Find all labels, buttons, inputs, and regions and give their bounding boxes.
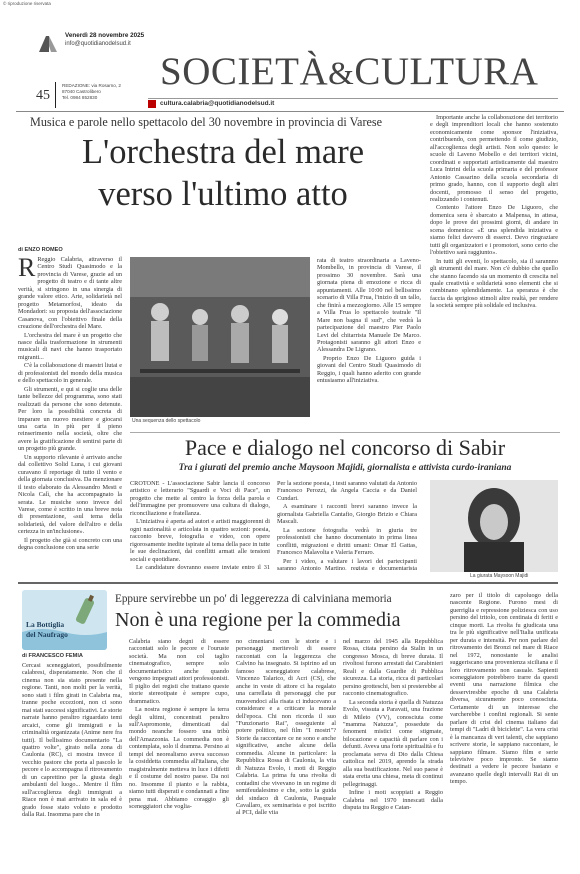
section-title-right: CULTURA [354,50,539,93]
paragraph: Contento l'attore Enzo De Liguoro, che domenica sera è sbarcato a Malpensa, in attesa, dopo le prove dei prossimi giorni, di andare in scena domenica: «È una splendida iniziativa e siamo felici davvero di esserci. Devo ringraziare tutti gli organizzatori e i promotori, sono certo che l'obiettivo sarà raggiunto». [430,204,558,257]
article3-kicker: Eppure servirebbe un po' di leggerezza di calviniana memoria [115,593,392,605]
paragraph: Importante anche la collaborazione dei territorio e degli imprenditori locali che hanno sostenuto economicamente come sponsor l'iniziativa, contribuendo, con permettendo il come giudizio, all'accoglienza degli artisti. Non solo questo: le scuole di Laveno Mobello e dei territori vicini, coordinati e supportati artisticamente dal maestro Luca Intrini della scuola primaria e del professor Antonio Cassarino della scuola secondaria di primo grado, hanno, con il supporto degli altri docenti, promosso il senso del progetto, realizzando i contenuti. [430,114,558,203]
paragraph: L'orchestra del mare è un progetto che nasce dalla trasformazione in strumenti musicali di navi che hanno trasportato migranti... [18,331,122,361]
paragraph: Proprio Enzo De Liguoro guida i giovani del Centro Studi Quasimodo di Reggio, i quali hanno aderito con grande entusiasmo all'iniziativa. [317,354,421,385]
paragraph: Cercasi sceneggiatori, possibilmente calabresi, disperatamente. Non che il cinema non sia stato presente nella regione. Tanti, non molti per la verità, sono stati i film girati in Calabria ma, tranne poche eccezioni, non ci sono mai stati successi significativi. Le storie narrate hanno peraltro riguardato temi arcaici, come gli immigrati e la criminalità organizzata (Anime nere fra tutti). Il bellissimo documentario "La quattro volte", girato nella zona di Caulonia (RC), ci mostra invece il vecchio pastore che porta al pascolo le pecore e lo accompagna il ritrovamento di un caprettino per la giusta degli ambulanti del luogo... Mentre il film sull'accoglienza degli immigrati a Riace non è mai arrivato in sala ed è grado fosse stato voluto e prodotto dalla Rai. Insomma pare che in [22,662,122,819]
stage-photo-icon [130,257,310,417]
paragraph: zaro per il titolo di capoluogo della nascente Regione. Furono mesi di guerriglia e repressione poliziesca con uso persino del tritolo, con centinaia di feriti e cinque morti. La rivolta fu giudicata una tra le più significative nell'Italia unificata per durata e intensità. Per non parlare del ritrovamento dei Bronzi nel mare di Riace nel 1972, nonostante le analisi suggeriscano una provenienza siciliana e il loro ritrovamento non casuale. Sapienti sceneggiatore potrebbero trarre da questi eventi una narrazione filmica che desserviresbbe epoche di una Calabria diversa, sicuramente poco conosciuta. Certamente di un interesse che varcherebbe i confini regionali. Si sente parlare di crisi del cinema italiano dai tempi di "Ladri di biciclette". La vera crisi è la mancanza di veri talenti, che sappiano scrivere storie, le sappiano raccontare, le sappiano filmare. Siamo film e serie televisive poco impronte. Se siamo destinati a vedere le pecore bastano e avanzano quelle degli intervalli Rai di un tempo. [450,592,558,786]
logo-text-line2: del Naufrago [26,630,68,639]
bottle-logo [22,590,107,650]
section-ampersand: & [328,56,355,92]
paragraph: rata di teatro straordinaria a Laveno-Mombello, in provincia di Varese, il prossimo 30 novembre. Sarà una giornata piena di emozione e ricca di appuntamenti. Alle 10:00 nel bellissimo scenario di Villa Frua, l'inizio di un tallo, che finirà a mezzogiorno. Alle 15 sempre a Villa Frua lo spettacolo teatrale "Il Mare non bagna il sud", che vedrà la partecipazione del maestro Pier Paolo Levi del chitarrista Manuele De Marco. Protagonisti saranno gli attori Enzo e Alessandra De Ligrano. [317,257,421,354]
article2-photo-caption: La giurata Maysoon Majidi [470,573,529,579]
logo-mark-icon [37,34,59,54]
article1-title-line2: verso l'ultimo atto [98,175,348,213]
article1-column-2 [317,257,421,432]
paragraph: La sezione fotografia vedrà in giuria tre professionisti che hanno documentato in prima linea conflitti, migrazioni e diritti umani: Omar El Gattas, Francesco Malavolta e Valeria Ferraro. [277,526,417,557]
paragraph: La nostra regione è sempre la terra degli ultimi, concentrati peraltro sull'Aspromonte, dimenticati dal mondo neanche fossero una tribù dell'Amazzonia. La commedia non è contemplata, solo il dramma. Persino ai tempi del neorealismo aveva successo la cosiddetta commedia all'italiana, che magistralmente metteva in luce i difetti e il costume del nostro paese. Da noi no. Insomme il pianto e la rabbia, siamo tutti disperati e condannati a fine pena mai. Abbiamo coraggio gli sceneggiatori che voglia- [129,706,229,810]
article1-kicker: Musica e parole nello spettacolo del 30 novembre in provincia di Varese [30,115,383,129]
article1-byline: di ENZO ROMEO [18,247,63,253]
paragraph: Un supporto rilevante è arrivato anche dal collettivo Solid Luna, i cui giovani curavano il reportage di tutto il vento e della giornata conclusiva. Da menzionare il testo elaborato da Alessandro Mesti e Nicola Calì, che ha accompagnato la serata. Le musiche sono invece del Varese, come è scritto in una breve nota di presentazione, «sul tema della solidarietà, del valore dell'altro e della certezza in un'inclusione». [18,453,122,536]
paragraph: In tutti gli eventi, lo spettacolo, sia il sarannno gli strumenti del mare. Non c'è dubbio che quello che stanno facendo sia un momento di crescita nel quale creatività e solidarietà sono elementi che si combinano splendidamente. La speranza è che faccia da sprigioso stimoli altre realtà, per rendere la società sempre più solidale ed inclusiva. [430,257,558,310]
paragraph: Calabria siano degni di essere raccontati solo le pecore e l'ouruste società. Ma non col taglio cinematografico, sempre solo documentaristico anche quando vengono impegnati attori professionisti. Il piglio dei registi che trattano queste storie stereotipate è sempre cupo, drammatico. [129,638,229,705]
article2-title: Pace e dialogo nel concorso di Sabir [184,435,506,460]
header-email: info@quotidianodelsud.it [65,41,131,47]
article3-column-2 [129,638,229,852]
article2-photo [430,480,558,572]
paragraph: nel marzo del 1945 alla Repubblica Rossa, citata persino da Stalin in un congresso Mosca, di breve durata. Il rivoltosi furono arrestati dai Carabinieri Reali e dalla Guardie di Pubblica sicurezza. La storia, ricca di particolari persino grotteschi, ben si presterebbe al racconto cinematografico. [343,638,443,698]
article3-column-4 [343,638,443,852]
article1-column-3 [430,114,558,432]
article3-column-5 [450,592,558,852]
portrait-photo-icon [430,480,558,572]
paragraph: Per i video, a valutare i lavori dei partecipanti saranno Antonio Martino, regista e documentarista [277,557,417,570]
paragraph: no cimentarsi con le storie e i personaggi meritevoli di essere raccontati con la leggerezza che Calvino ha insegnato. Si ispirino ad un famoso sceneggiatore calabrese, Vincenzo Talarico, di Acri (CS), che anche in veste di attore ci ha regalato una carrellata di personaggi che pur muovendoci alla risata ci inducevano a considerare e a criticare la morale dell'epoca. Chi non ricorda il suo "Funzionario Rai", osseguiente al potere politico, nel film "I mostri"? Storie da raccontare ce ne sono e anche significative, anche alcune della commedia. Alcune in particolare: la Repubblica Rossa di Caulonia, la vita di Natuzza Evolo, i moti di Reggio Calabria. La prima fu una rivolta di contadini che vivevano in un regime di semifeudalesimo e che, sotto la guida del sindaco di Caulonia, Pasquale Cavallaro, ex seminarista e poi iscritto al PCI, dalle viia [236,638,336,817]
rights-notice: © riproduzione riservata [3,1,51,6]
section-title-left: SOCIETÀ [160,50,329,93]
article3-column-3 [236,638,336,852]
article3-title: Non è una regione per la commedia [115,609,401,631]
paragraph: Per la sezione poesia, i testi saranno valutati da Antonio Francesco Perozzi, da Angela Caccia e da Daniel Cundari. [277,480,417,502]
article2-column-2 [277,480,417,570]
office-address [62,83,121,101]
section-title [160,52,538,94]
article1-photo-caption: Una sequenza dello spettacolo [132,418,201,424]
office-line: 87040 Castrolibero [62,89,101,94]
office-line: REDAZIONE: via Rosarno, 2 [62,83,121,88]
article1-column-1: R Reggio Calabria, attraverso il Centro Studi Quasimodo e la provincia di Varese, grazie ad un progetto di teatro e di tante altre verità, si stringono in una sinergia di grande valore etico. Arte, solidarietà nel progetto Metamorfosi, ideato da Mondadori: su proposta dell'associazione Casanova, con l'obiettivo finale della creazione dell'orchestra del Mare. L'orchestra del mare è un progetto che nasce dalla trasformazione in strumenti musicali di navi che hanno trasportato migranti... C'è la collaborazione di maestri liutai e di professionisti del mondo della musica e dello spettacolo in generale. Gli strumenti, e qui si coglie una delle tante bellezze del programma, sono stati realizzati da persone che sono detenute. Per loro la possibilità concreta di imparare un nuovo mestiere e giocarsi una carta in più per il pieno reinserimento nella società, oltre che avere la gratificazione di sentirsi parte di un progetto più grande. Un supporto rilevante è arrivato anche dal collettivo Solid Luna, i cui giovani curavano il reportage di tutto il vento e della giornata conclusiva. Da menzionare il testo elaborato da Alessandro Mesti e Nicola Calì, che ha accompagnato la serata. Le musiche sono invece del Varese, come è scritto in una breve nota di presentazione, «sul tema della solidarietà, del valore dell'altro e della certezza in un'inclusione». Il progetto che già si concreto con una degna conclusione con una serie [18,256,122,552]
paragraph: CROTONE - L'associazione Sabir lancia il concorso artistico e letterario "Sguardi e Voci di Pace", un progetto che mette al centro la forza della parola e dell'immagine per promuovere una cultura di dialogo, riconciliazione e fratellanza. [130,480,270,517]
paragraph: Reggio Calabria, attraverso il Centro Studi Quasimodo e la provincia di Varese, grazie ad un progetto di teatro e di tante altre verità, si stringono in una sinergia di grande valore etico. Arte, solidarietà nel progetto Metamorfosi, ideato da Mondadori: su proposta dell'associazione Casanova, con l'obiettivo finale della creazione dell'orchestra del Mare. [18,256,122,331]
page-number: 45 [36,88,50,103]
issue-date: Venerdì 28 novembre 2025 [65,32,145,39]
paragraph: Le candidature dovranno essere inviate entro il 31 [136,563,270,570]
article2-column-1 [130,480,270,570]
article2-subtitle: Tra i giurati del premio anche Maysoon Majidi, giornalista e attivista curdo-iraniana [178,463,512,473]
article1-photo [130,257,310,417]
paragraph: Il progetto che già si concreto con una degna conclusione con una serie [18,536,122,552]
paragraph: C'è la collaborazione di maestri liutai e di professionisti del mondo della musica e dello spettacolo in generale. [18,362,122,385]
article3-column-1 [22,662,122,852]
article3-byline: di FRANCESCO FEMIA [22,653,83,659]
section-email: cultura.calabria@quotidianodelsud.it [160,100,275,107]
office-line: Tel. 0984 852830 [62,95,98,100]
paragraph: Infine i moti scoppiati a Reggio Calabria nel 1970 innescati dalla disputa tra Reggio e Catan- [343,789,443,811]
paragraph: L'iniziativa è aperta ad autori e artisti maggiorenni di ogni nazionalità e articolata in quattro sezioni: poesia, racconto breve, fotografia e video, con opere rigorosamente inedite ispirate al tema della pace in tutte le sue declinazioni, dai conflitti armati alle tensioni sociali e quotidiane. [130,518,270,563]
article1-title-line1: L'orchestra del mare [81,133,365,171]
paragraph: A esaminare i racconti brevi saranno invece la giornalista Gabriella Cantafio, Giorgio Brizio e Chiara Mascali. [277,503,417,526]
paragraph: La seconda storia è quella di Natuzza Evolo, vissuta a Paravati, una frazione di Mileto (VV), conosciuta come "mamma Natuzza", possedute da fenomeni mistici come stigmate, bilocazione e capacità di parlare con i defunti. Aveva una forte spiritualità e fu proclamata serva di Dio dalla Chiesa cattolica nel 2019, aprendo la strada alla sua beatificazione. Nel suo paese è stata eretta una chiesa, meta di continui pellegrinaggi. [343,698,443,788]
newspaper-logo [37,34,59,54]
email-marker-icon [148,100,156,108]
paragraph: Gli strumenti, e qui si coglie una delle tante bellezze del programma, sono stati realizzati da persone che sono detenute. Per loro la possibilità concreta di imparare un nuovo mestiere e giocarsi una carta in più per il pieno reinserimento nella società, oltre che avere la gratificazione di sentirsi parte di un progetto più grande. [18,385,122,453]
logo-text-line1: La Bottiglia [26,620,65,629]
